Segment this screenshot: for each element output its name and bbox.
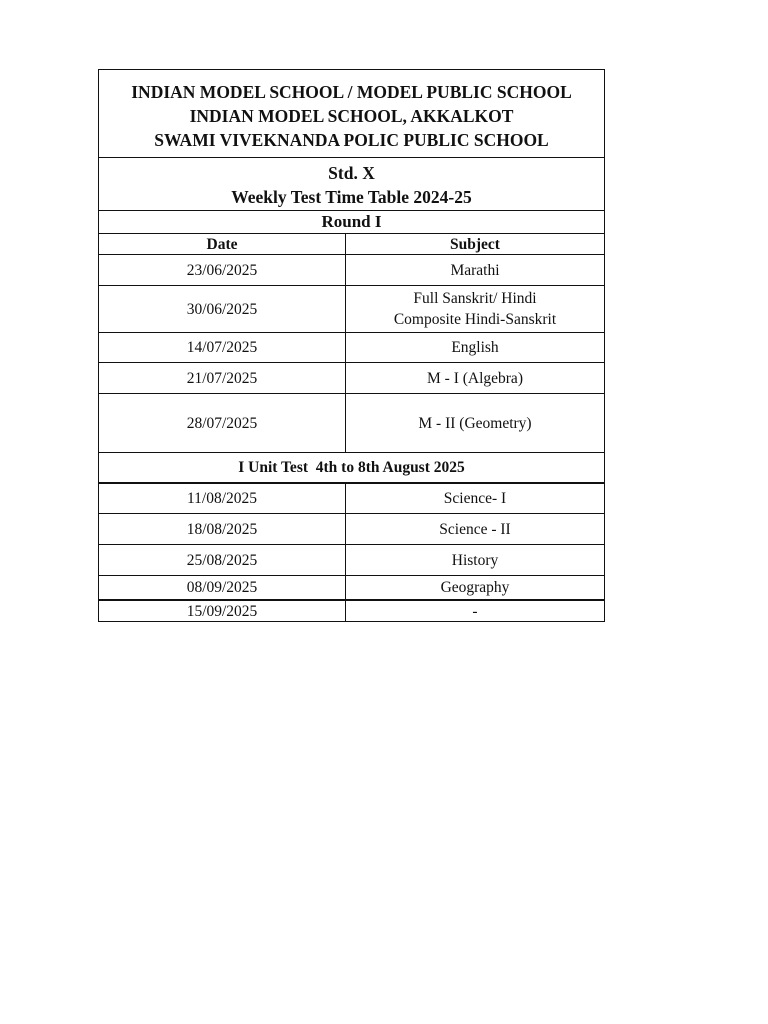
timetable-title: Weekly Test Time Table 2024-25 [231, 187, 472, 207]
school-name-line: SWAMI VIVEKNANDA POLIC PUBLIC SCHOOL [154, 130, 549, 150]
school-names-header [99, 70, 604, 158]
subject-cell [346, 484, 604, 513]
date-cell: 23/06/2025 [99, 255, 346, 285]
subject-line: M - II (Geometry) [418, 414, 532, 432]
table-row [99, 484, 604, 514]
school-name-line: INDIAN MODEL SCHOOL, AKKALKOT [189, 106, 514, 126]
round-label: Round I [99, 211, 604, 234]
school-name-line: INDIAN MODEL SCHOOL / MODEL PUBLIC SCHOOL [131, 82, 572, 102]
table-row [99, 363, 604, 394]
subject-cell [346, 514, 604, 544]
date-cell: 11/08/2025 [99, 484, 346, 513]
date-cell: 30/06/2025 [99, 286, 346, 332]
subject-cell [346, 255, 604, 285]
subject-cell [346, 394, 604, 452]
subject-line: Geography [440, 579, 510, 596]
table-header-row [99, 234, 604, 255]
date-cell: 18/08/2025 [99, 514, 346, 544]
subject-line: Marathi [450, 261, 500, 279]
subject-cell [346, 576, 604, 599]
subject-line: Science - II [439, 520, 511, 538]
table-row [99, 394, 604, 453]
subject-line: M - I (Algebra) [427, 369, 523, 387]
date-cell: 15/09/2025 [99, 601, 346, 621]
standard-label: Std. X [328, 163, 375, 183]
date-cell: 08/09/2025 [99, 576, 346, 599]
table-row [99, 514, 604, 545]
standard-title-block [99, 158, 604, 211]
table-row [99, 545, 604, 576]
subject-line: - [472, 602, 478, 620]
table-row [99, 576, 604, 601]
subject-cell [346, 601, 604, 621]
date-cell: 14/07/2025 [99, 333, 346, 362]
subject-line: Composite Hindi-Sanskrit [393, 311, 557, 328]
subject-cell [346, 333, 604, 362]
subject-cell [346, 363, 604, 393]
timetable-sheet [98, 69, 605, 622]
table-row [99, 286, 604, 333]
table-row [99, 601, 604, 621]
table-row [99, 333, 604, 363]
subject-column-header: Subject [450, 235, 500, 253]
subject-cell [346, 545, 604, 575]
unit-test-note: I Unit Test 4th to 8th August 2025 [99, 453, 604, 484]
date-cell: 28/07/2025 [99, 394, 346, 452]
date-column-header: Date [99, 234, 346, 254]
subject-line: Science- I [443, 490, 507, 507]
table-row [99, 255, 604, 286]
subject-line: History [451, 551, 499, 569]
subject-cell [346, 286, 604, 332]
subject-line: English [451, 339, 499, 356]
date-cell: 25/08/2025 [99, 545, 346, 575]
date-cell: 21/07/2025 [99, 363, 346, 393]
subject-line: Full Sanskrit/ Hindi [413, 290, 537, 307]
